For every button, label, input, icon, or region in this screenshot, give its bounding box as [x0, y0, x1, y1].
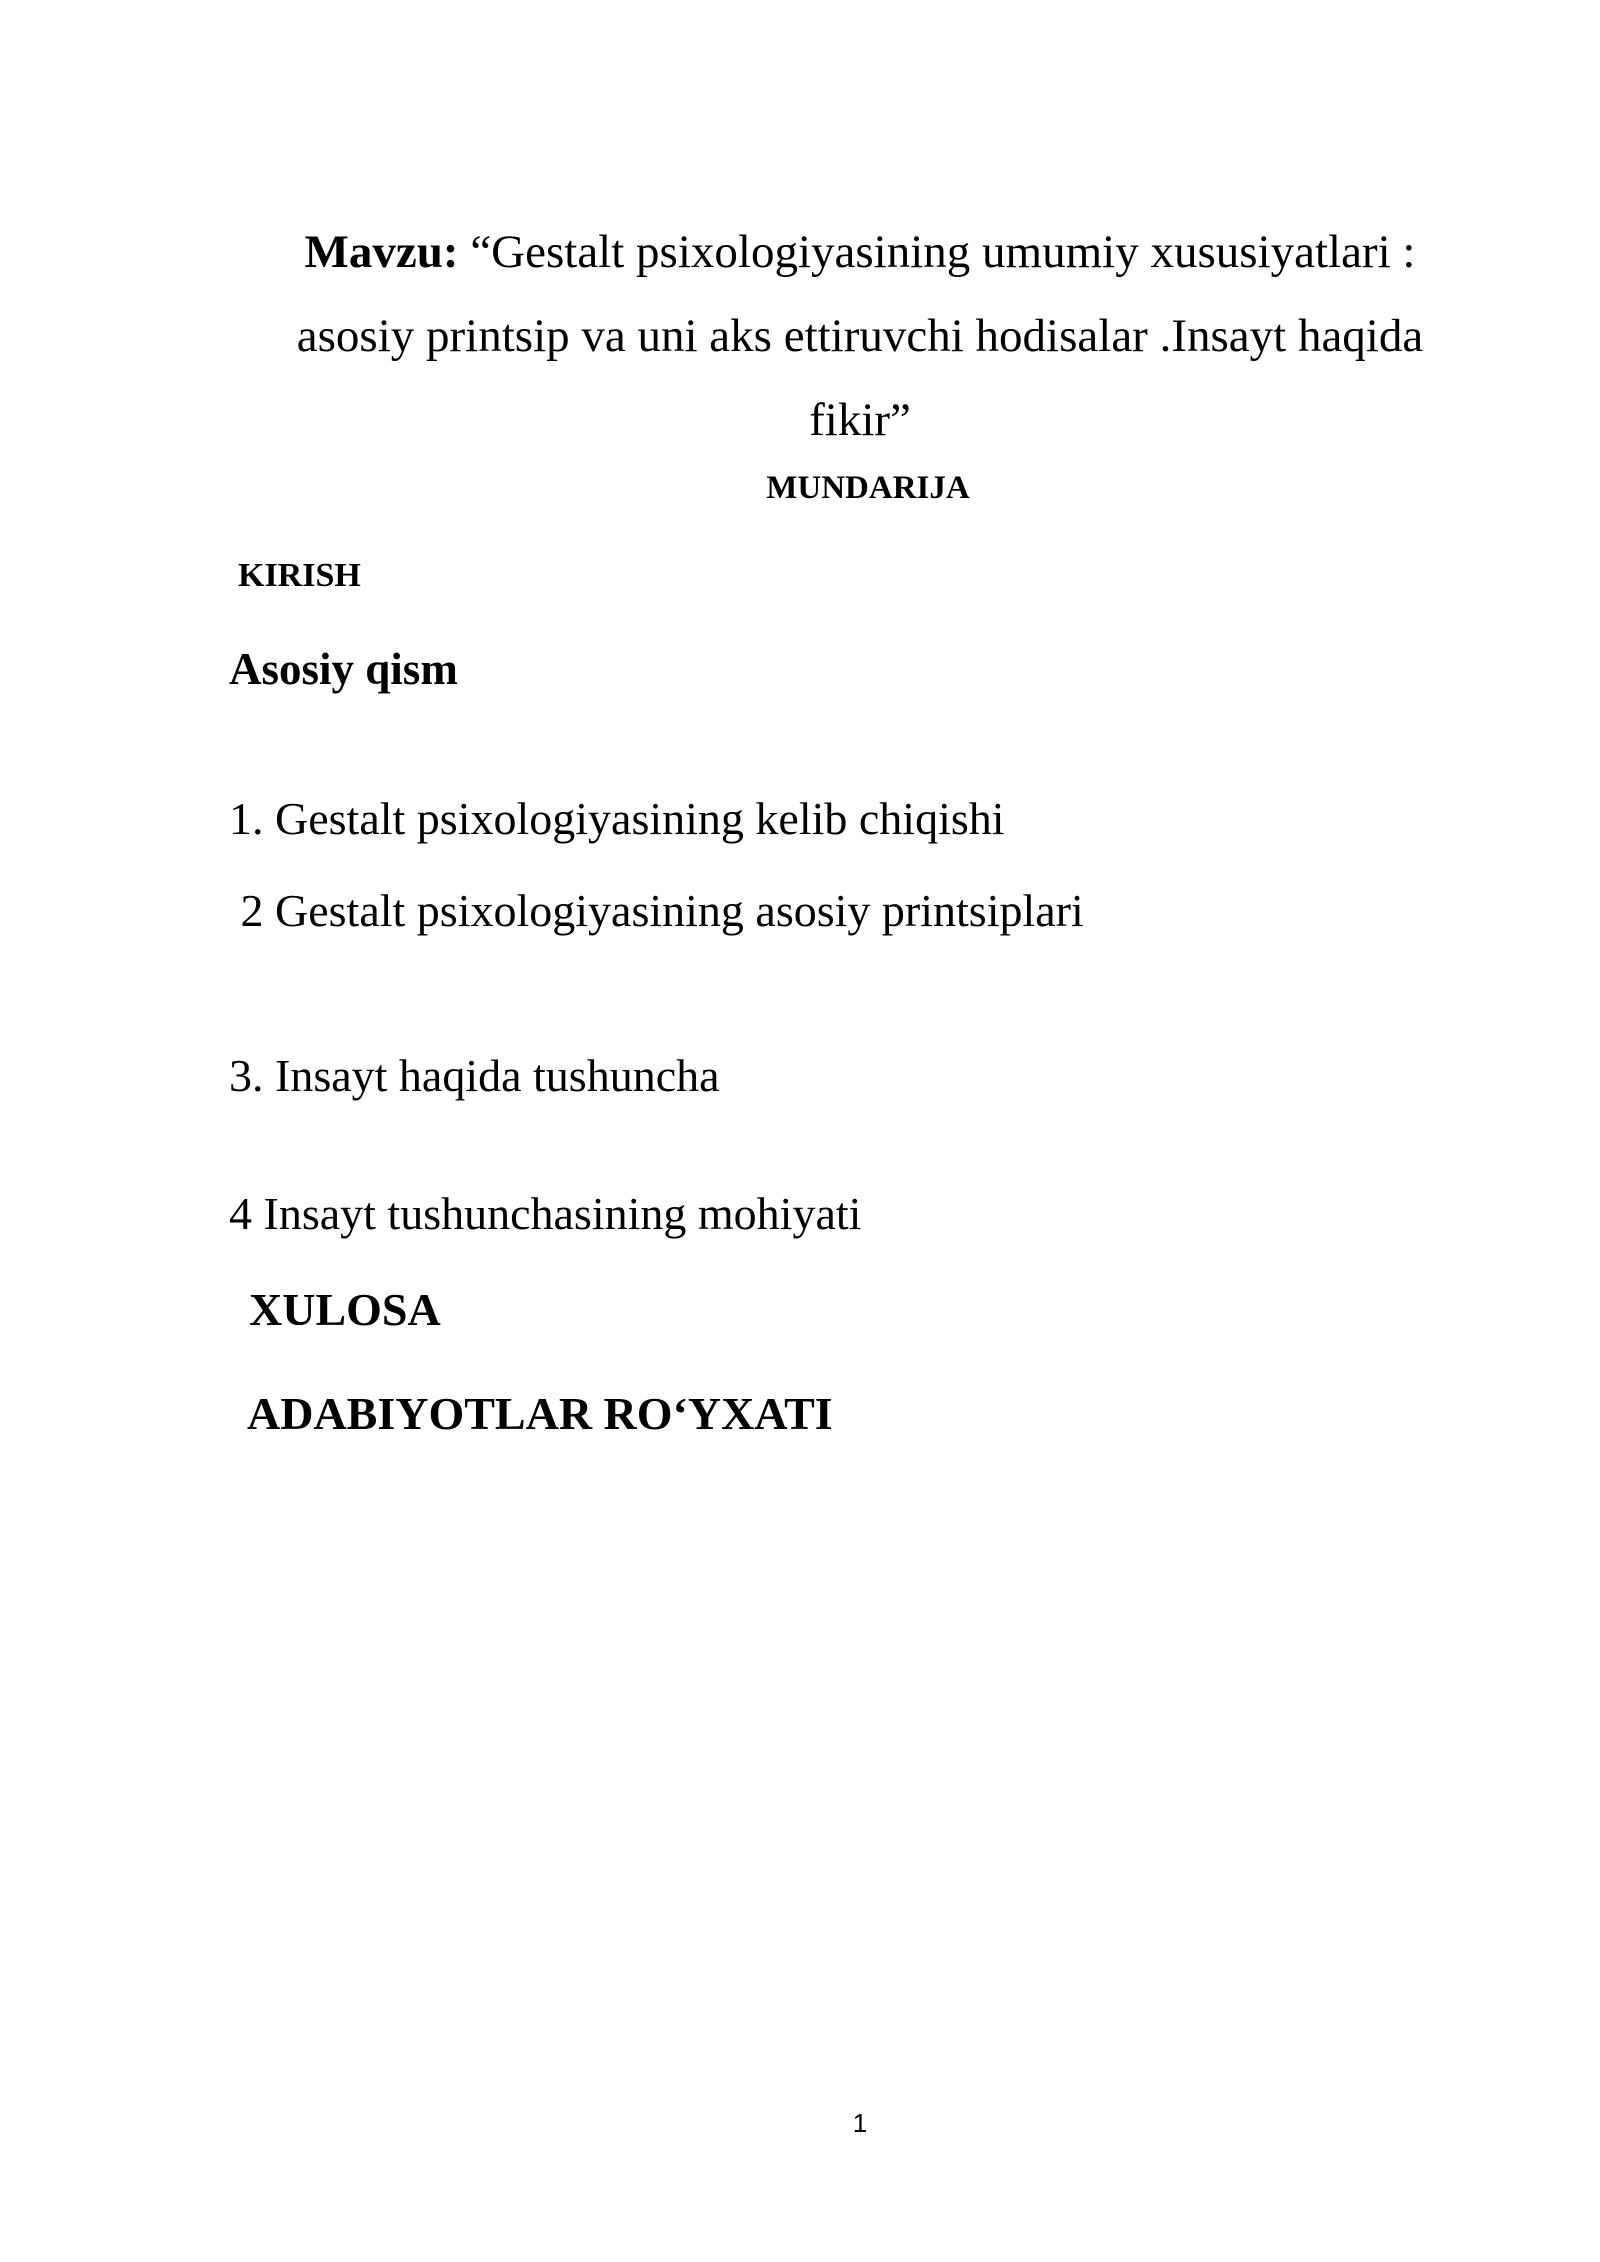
toc-main-part: Asosiy qism: [229, 644, 458, 694]
toc-references: ADABIYOTLAR RO‘YXATI: [247, 1388, 833, 1439]
toc-item: 3. Insayt haqida tushuncha: [229, 1050, 720, 1101]
toc-intro: KIRISH: [238, 557, 361, 594]
toc-heading: MUNDARIJA: [766, 470, 970, 506]
title-line-1: [240, 210, 1480, 294]
toc-item: 2 Gestalt psixologiyasining asosiy printsiplari: [229, 885, 1084, 936]
title-line-2: asosiy printsip va uni aks ettiruvchi hodisalar .Insayt haqida: [296, 310, 1424, 362]
title-label: Mavzu:: [304, 226, 459, 278]
document-title: [240, 210, 1480, 462]
toc-item: 1. Gestalt psixologiyasining kelib chiqishi: [229, 793, 1005, 844]
toc-item: 4 Insayt tushunchasining mohiyati: [229, 1188, 862, 1239]
toc-conclusion: XULOSA: [249, 1284, 441, 1335]
page-number: 1: [852, 2108, 868, 2138]
title-line-3: fikir”: [809, 394, 911, 446]
title-text-line-1: “Gestalt psixologiyasining umumiy xususiyatlari :: [470, 226, 1416, 278]
